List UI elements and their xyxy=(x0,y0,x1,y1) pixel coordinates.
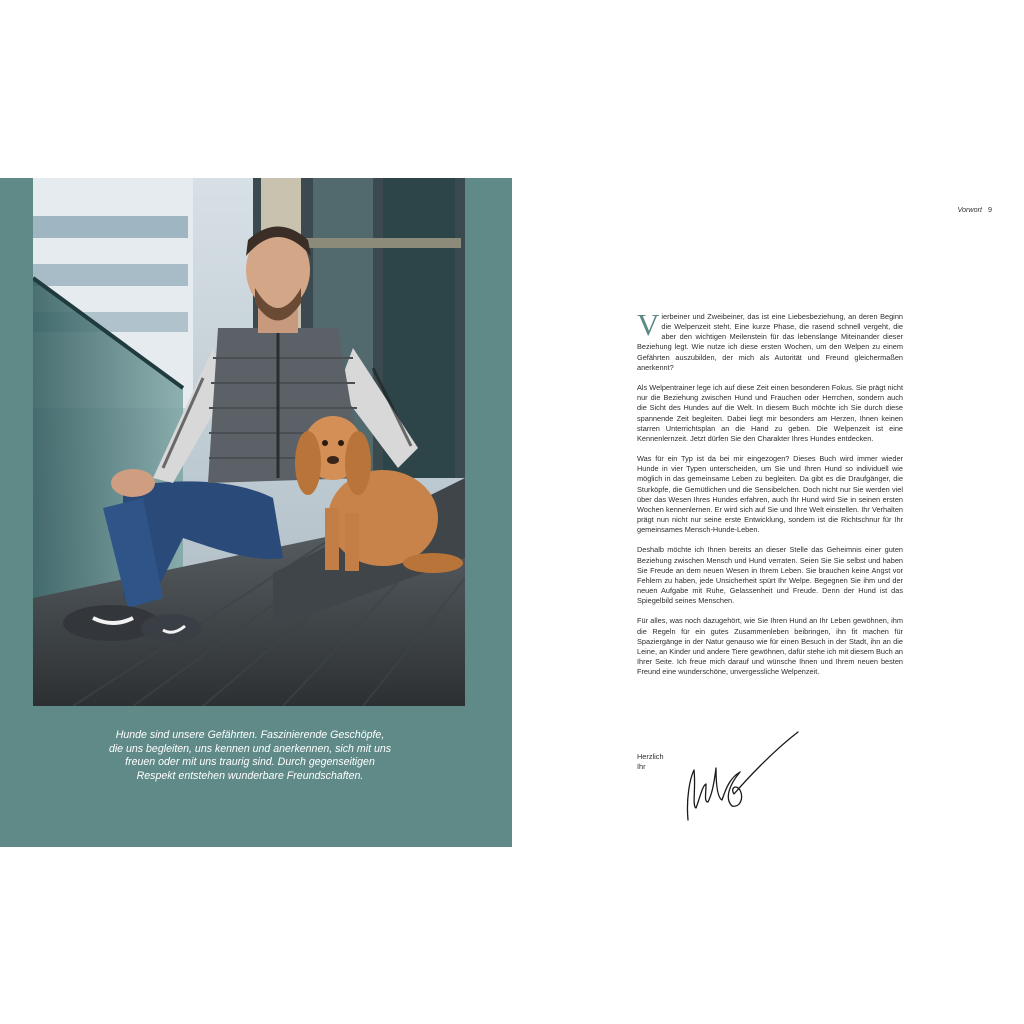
photo-man-with-puppy xyxy=(33,178,465,706)
closing-line-2: Ihr xyxy=(637,762,646,772)
caption-line-3: freuen oder mit uns traurig sind. Durch gegenseitigen xyxy=(125,756,375,769)
paragraph-4: Deshalb möchte ich Ihnen bereits an dieser Stelle das Geheimnis einer guten Beziehung zwischen Mensch und Hund verraten. Seien Sie Sie selbst und haben Sie Freude an dem neuen Wesen in Ihrem Leben. Sie brauchen keine Angst vor Fehlern zu haben, jede Unsicherheit spürt Ihr Welpe. Begegnen Sie ihm und der neuen Aufgabe mit Ruhe, Gelassenheit und Freude. Denn der Hund ist das Spiegelbild seines Menschen. xyxy=(637,545,903,606)
foreword-body xyxy=(637,307,903,687)
paragraph-2: Als Welpentrainer lege ich auf diese Zeit einen besonderen Fokus. Sie prägt nicht nur die Beziehung zwischen Hund und Frauchen oder Herrchen, sondern auch die Sicht des Hundes auf die Welt. In diesem Buch möchte ich Sie durch diese spannende Zeit begleiten. Dabei liegt mir besonders am Herzen, Ihnen keinen starren Unterrichtsplan an die Hand zu geben. Die Welpenzeit ist eine Kennenlernzeit. Jetzt dürfen Sie den Charakter Ihres Hundes entdecken. xyxy=(637,383,903,443)
caption-line-1: Hunde sind unsere Gefährten. Faszinierende Geschöpfe, xyxy=(115,729,385,741)
paragraph-1 xyxy=(637,307,903,373)
drop-cap: V xyxy=(637,307,660,342)
closing-line-1: Herzlich xyxy=(637,752,664,761)
running-head xyxy=(900,205,992,214)
caption-line-4: Respekt entstehen wunderbare Freundschaften. xyxy=(136,769,364,782)
handwritten-signature xyxy=(680,728,805,828)
paragraph-3: Was für ein Typ ist da bei mir eingezogen? Dieses Buch wird immer wieder Hunde in vier Typen unterscheiden, um Sie und Ihren Hund so individuell wie möglich in das gemeinsame Leben zu begleiten. Da gibt es die Draufgänger, die Sturköpfe, die Gemütlichen und die Sensibelchen. Doch nicht nur Sie werden viel über das Wesen Ihres Hundes erfahren, auch Ihr Hund wird Sie in seinen ersten Wochen kennenlernen. Er wird sich auf Sie und Ihre Welt einstellen. Ihr Verhalten prägt nun nicht nur seine erste Entwicklung, sondern ist die Richtschnur für Ihr gemeinsames Mensch-Hunde-Leben. xyxy=(637,454,903,535)
paragraph-1-text: ierbeiner und Zweibeiner, das ist eine Liebesbeziehung, an deren Beginn die Welpenzeit steht. Eine kurze Phase, die rasend schnell vergeht, die aber den wichtigen Meilenstein für das lebenslange Miteinander dieser Beziehung legt. Wie nutze ich diese ersten Wochen, um den Welpen zu einem Gefährten auszubilden, der mich als Autorität und Freund gleichermaßen anerkennt? xyxy=(637,312,903,372)
section-title: Vorwort xyxy=(957,205,982,214)
left-page-panel xyxy=(0,178,512,847)
page-number: 9 xyxy=(988,205,992,214)
photo-caption xyxy=(60,729,440,783)
photo-illustration xyxy=(33,178,465,706)
paragraph-5: Für alles, was noch dazugehört, wie Sie Ihren Hund an Ihr Leben gewöhnen, ihm die Regeln für ein gutes Zusammenleben beibringen, ihn fit machen für Spaziergänge in der Natur genauso wie für einen Besuch in der Stadt, ihn an die Leine, an Kinder und andere Tiere gewöhnen, dafür stehe ich mit diesem Buch an Ihrer Seite. Ich freue mich darauf und wünsche Ihnen und Ihrem neuen besten Freund eine wunderschöne, unvergessliche Welpenzeit. xyxy=(637,616,903,677)
caption-line-2: die uns begleiten, uns kennen und anerkennen, sich mit uns xyxy=(108,742,392,755)
